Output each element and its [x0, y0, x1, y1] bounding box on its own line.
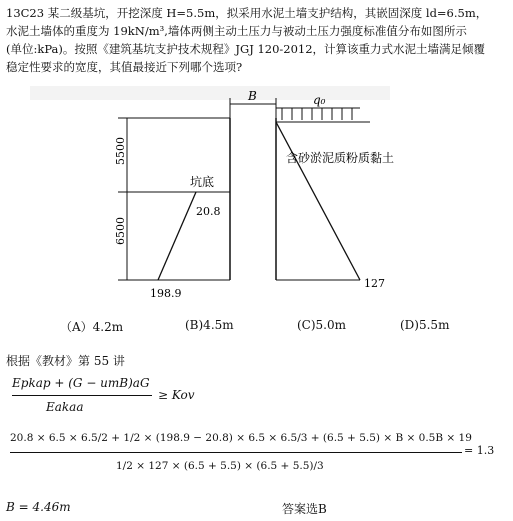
final-answer: 答案选B: [282, 502, 327, 516]
active-pressure-line: [276, 122, 360, 280]
pressure-diagram: [0, 76, 513, 316]
option-c: (C)5.0m: [297, 318, 347, 332]
problem-line-2: 水泥土墙体的重度为 19kN/m³,墙体两侧主动土压力与被动土压力强度标准值分布如图所示: [6, 24, 467, 38]
formula-numerator: Epkap + (G − umB)aG: [12, 376, 150, 390]
dim-lower-label: 6500: [114, 217, 127, 245]
active-base-value: 127: [364, 277, 385, 290]
width-label: B: [248, 89, 257, 103]
soil-label: 含砂淤泥质粉质黏土: [286, 151, 395, 165]
calc-fraction-bar: [10, 452, 462, 453]
dim-upper-label: 5500: [114, 137, 127, 165]
passive-base-value: 198.9: [150, 287, 182, 300]
option-d: (D)5.5m: [400, 318, 450, 332]
problem-line-4: 稳定性要求的宽度，其值最接近下列哪个选项?: [6, 60, 243, 74]
calc-numerator: 20.8 × 6.5 × 6.5/2 + 1/2 × (198.9 − 20.8) × 6.5 × 6.5/3 + (6.5 + 5.5) × B × 0.5B × 19: [10, 432, 472, 444]
solution-heading: 根据《教材》第 55 讲: [6, 354, 125, 368]
formula-fraction-bar: [12, 395, 152, 396]
load-arrows: [282, 108, 352, 120]
option-b: (B)4.5m: [185, 318, 234, 332]
pit-label: 坑底: [190, 175, 215, 189]
calc-result: = 1.3: [464, 444, 495, 457]
problem-line-1: 13C23 某二级基坑，开挖深度 H=5.5m，拟采用水泥土墙支护结构，其嵌固深度 ld=6.5m，: [6, 6, 488, 20]
problem-statement: [6, 4, 506, 76]
result-value: B = 4.46m: [6, 500, 71, 514]
scan-artifact: [30, 86, 390, 100]
option-a: （A）4.2m: [60, 320, 124, 334]
calc-denominator: 1/2 × 127 × (6.5 + 5.5) × (6.5 + 5.5)/3: [116, 460, 324, 472]
formula-denominator: Eakaa: [46, 400, 84, 414]
passive-pressure-line: [158, 192, 196, 280]
problem-line-3: (单位:kPa)。按照《建筑基坑支护技术规程》JGJ 120-2012，计算该重力式水泥土墙满足倾覆: [6, 42, 486, 56]
formula-rhs: ≥ Kov: [158, 388, 195, 402]
load-label: q₀: [313, 93, 326, 107]
passive-top-value: 20.8: [196, 205, 221, 218]
